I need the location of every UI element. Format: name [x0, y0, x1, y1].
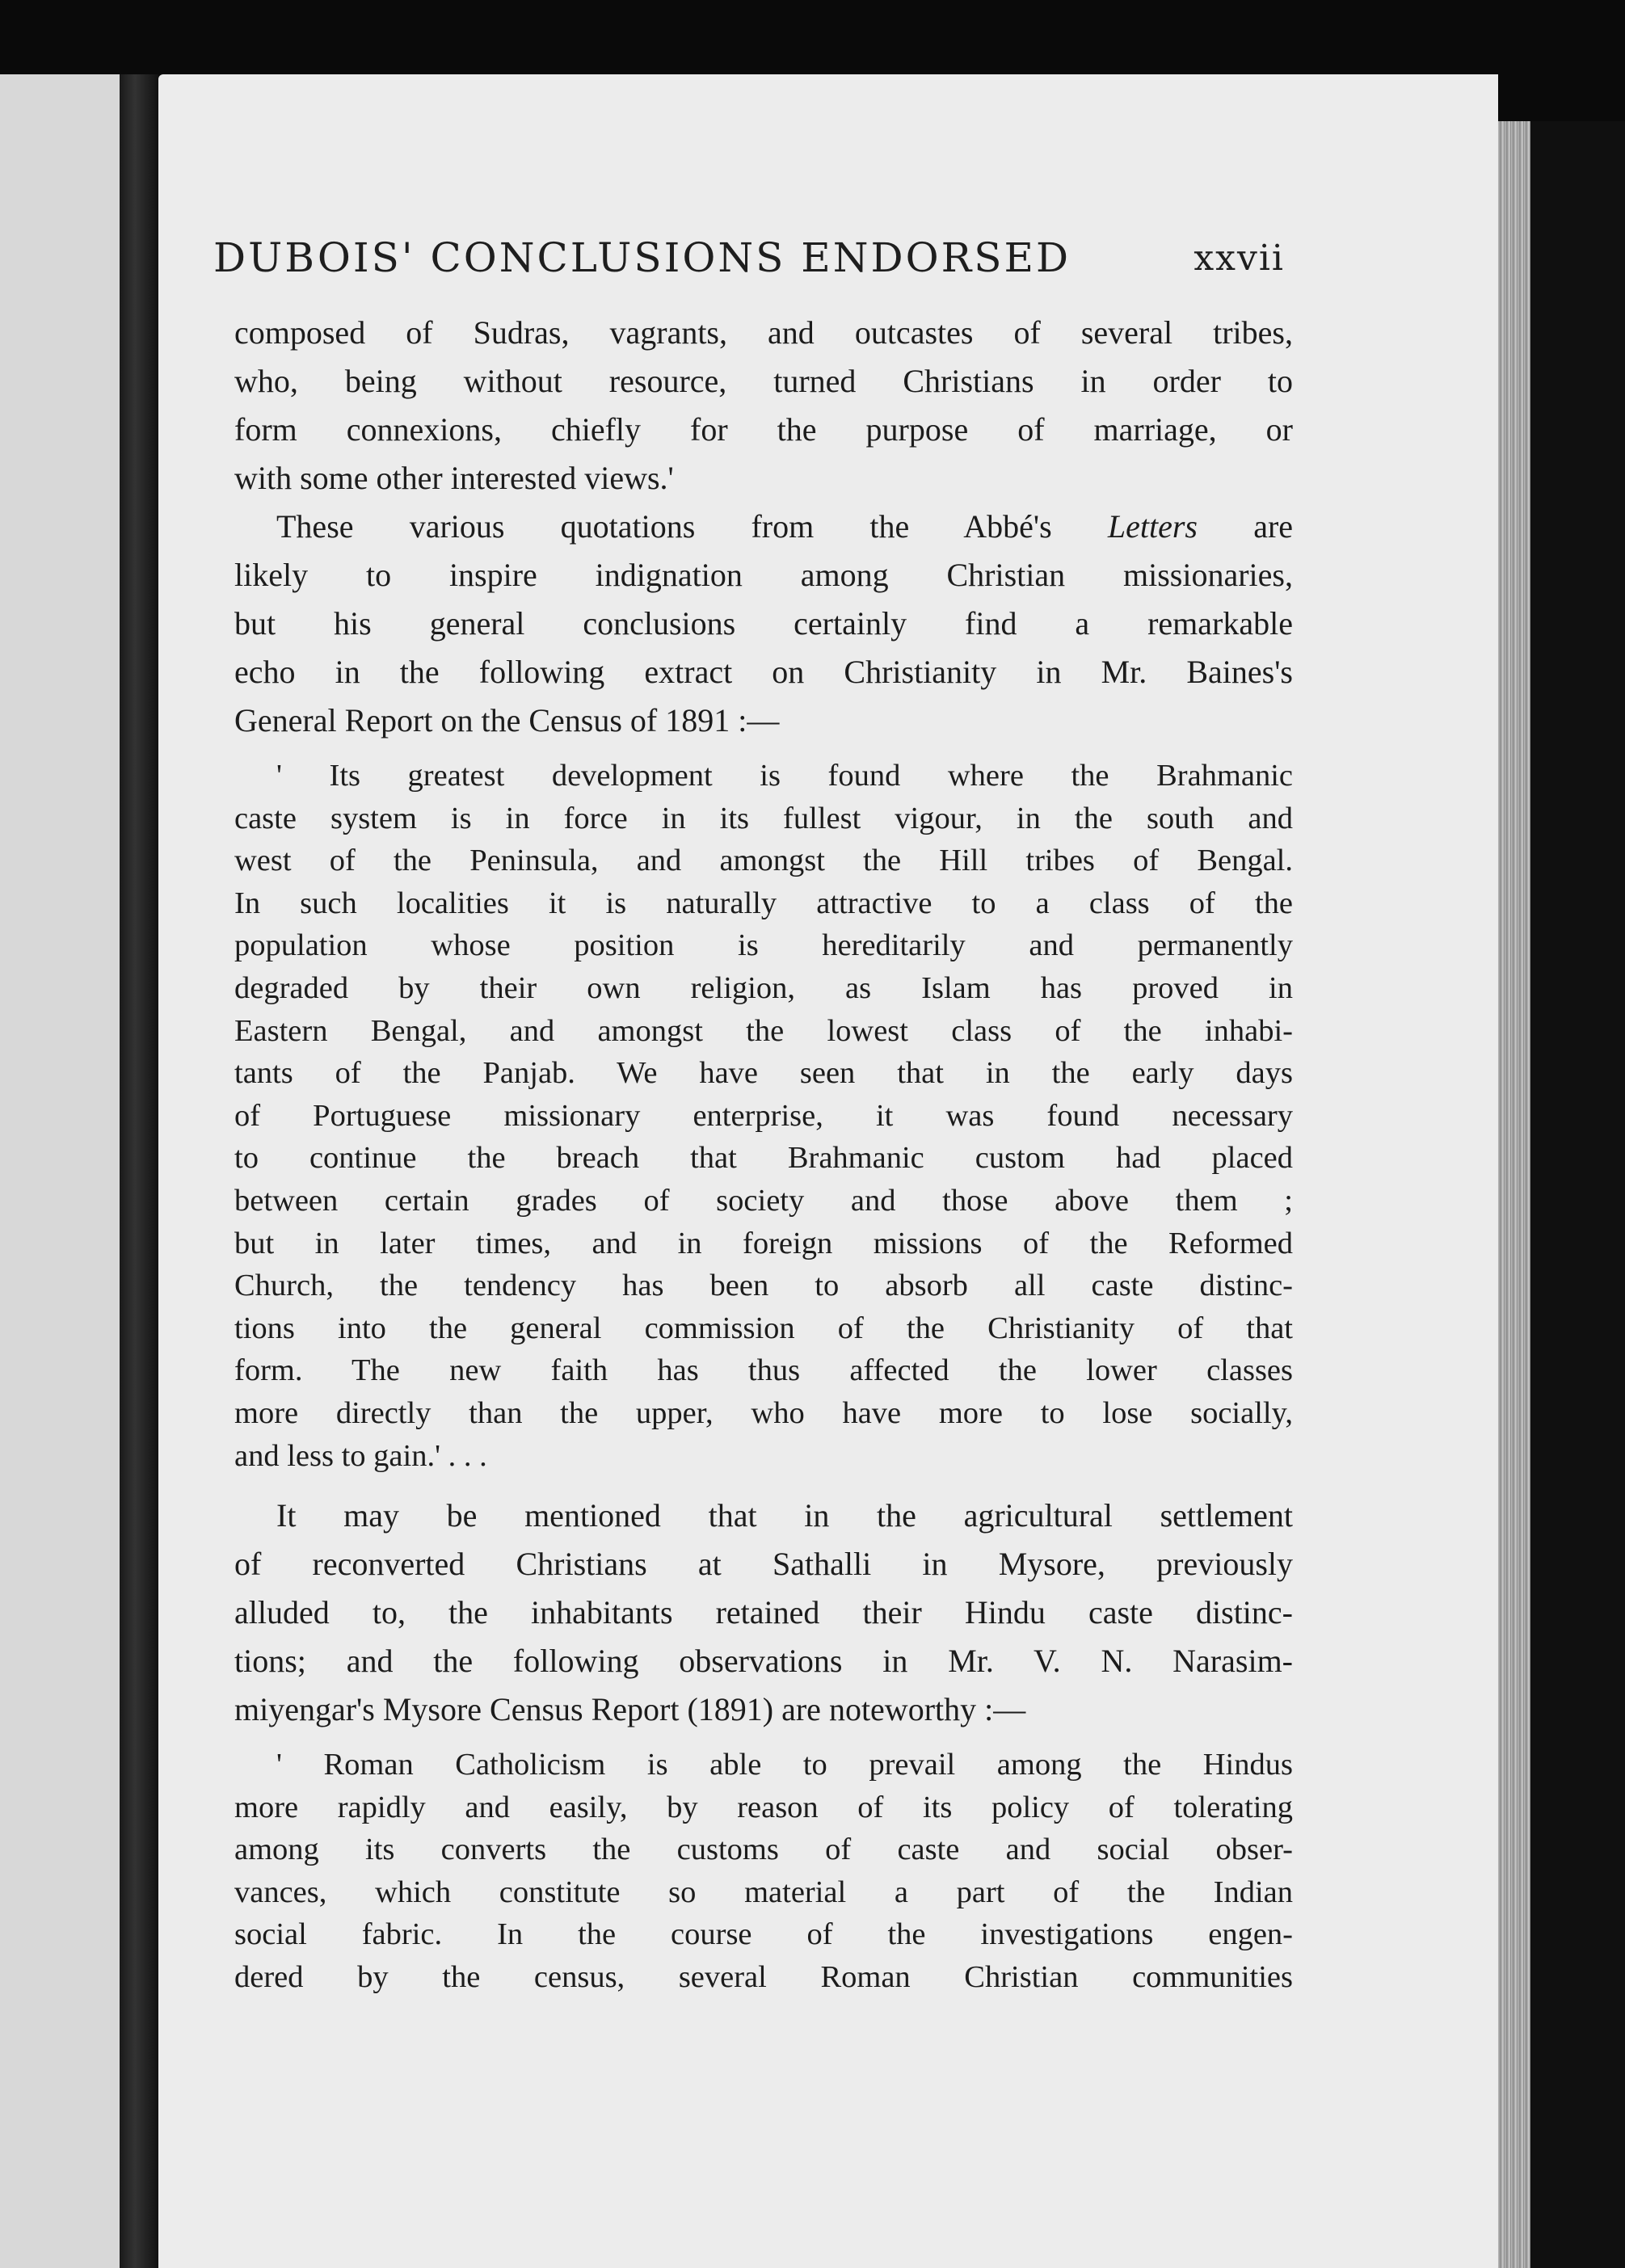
block-quote-mysore-report — [234, 1744, 1293, 1999]
running-head — [213, 234, 1285, 292]
paragraph-sathalli — [234, 1492, 1293, 1734]
text-run: are — [1253, 508, 1294, 545]
text-line: alluded to, the inhabitants retained their Hindu caste distinc- — [234, 1594, 1293, 1631]
text-line: vances, which constitute so material a part of the Indian — [234, 1875, 1293, 1909]
text-line: and less to gain.' . . . — [234, 1438, 487, 1473]
running-head-title: DUBOIS' CONCLUSIONS ENDORSED — [213, 234, 1071, 281]
text-run: These various quotations from the Abbé's — [276, 508, 1052, 545]
text-line: It may be mentioned that in the agricultural settlement — [276, 1497, 1293, 1534]
text-line: General Report on the Census of 1891 :— — [234, 702, 780, 738]
text-line: echo in the following extract on Christianity in Mr. Baines's — [234, 654, 1293, 690]
text-line: Eastern Bengal, and amongst the lowest class of the inhabi- — [234, 1013, 1293, 1048]
text-line: degraded by their own religion, as Islam has proved in — [234, 970, 1293, 1005]
text-line: social fabric. In the course of the investigations engen- — [234, 1917, 1293, 1952]
text-line: miyengar's Mysore Census Report (1891) are noteworthy :— — [234, 1691, 1026, 1728]
text-line: but in later times, and in foreign missions of the Reformed — [234, 1226, 1293, 1260]
facing-page-edge — [0, 74, 120, 2268]
text-line: composed of Sudras, vagrants, and outcastes of several tribes, — [234, 314, 1293, 351]
text-line: likely to inspire indignation among Christian missionaries, — [234, 557, 1293, 593]
text-line — [234, 503, 1293, 551]
text-line: population whose position is hereditarily and permanently — [234, 928, 1293, 963]
page-stack-edge — [1498, 121, 1530, 2268]
text-line: form. The new faith has thus affected the lower classes — [234, 1353, 1293, 1388]
page-body — [234, 309, 1293, 1999]
text-line: among its converts the customs of caste and social obser- — [234, 1832, 1293, 1867]
text-line: with some other interested views.' — [234, 460, 674, 496]
page-number: xxvii — [1193, 238, 1285, 279]
text-line: ' Its greatest development is found where the Brahmanic — [276, 759, 1293, 793]
block-quote-census-report — [234, 755, 1293, 1477]
text-line: of Portuguese missionary enterprise, it was found necessary — [234, 1098, 1293, 1133]
text-line: In such localities it is naturally attractive to a class of the — [234, 886, 1293, 920]
text-line: caste system is in force in its fullest vigour, in the south and — [234, 801, 1293, 835]
text-line: west of the Peninsula, and amongst the Hill tribes of Bengal. — [234, 844, 1293, 878]
text-line: tions; and the following observations in Mr. V. N. Narasim- — [234, 1643, 1293, 1680]
text-line: Church, the tendency has been to absorb all caste distinc- — [234, 1269, 1293, 1303]
text-line: who, being without resource, turned Christians in order to — [234, 363, 1293, 399]
text-line: of reconverted Christians at Sathalli in Mysore, previously — [234, 1546, 1293, 1583]
scan-background — [1530, 121, 1625, 2268]
italic-title: Letters — [1107, 508, 1198, 545]
text-line: but his general conclusions certainly find a remarkable — [234, 605, 1293, 642]
text-line: dered by the census, several Roman Christian communities — [234, 1960, 1293, 1995]
text-line: to continue the breach that Brahmanic custom had placed — [234, 1141, 1293, 1176]
book-gutter — [120, 74, 158, 2268]
text-line: between certain grades of society and those above them ; — [234, 1183, 1293, 1218]
text-line: tants of the Panjab. We have seen that in the early days — [234, 1056, 1293, 1091]
text-line: ' Roman Catholicism is able to prevail among the Hindus — [276, 1748, 1293, 1782]
text-line: more directly than the upper, who have more to lose socially, — [234, 1395, 1293, 1430]
text-line: more rapidly and easily, by reason of its policy of tolerating — [234, 1790, 1293, 1824]
paragraph-continuation — [234, 309, 1293, 503]
text-line: tions into the general commission of the Christianity of that — [234, 1311, 1293, 1345]
paragraph-quotations — [234, 503, 1293, 745]
text-line: form connexions, chiefly for the purpose of marriage, or — [234, 411, 1293, 448]
